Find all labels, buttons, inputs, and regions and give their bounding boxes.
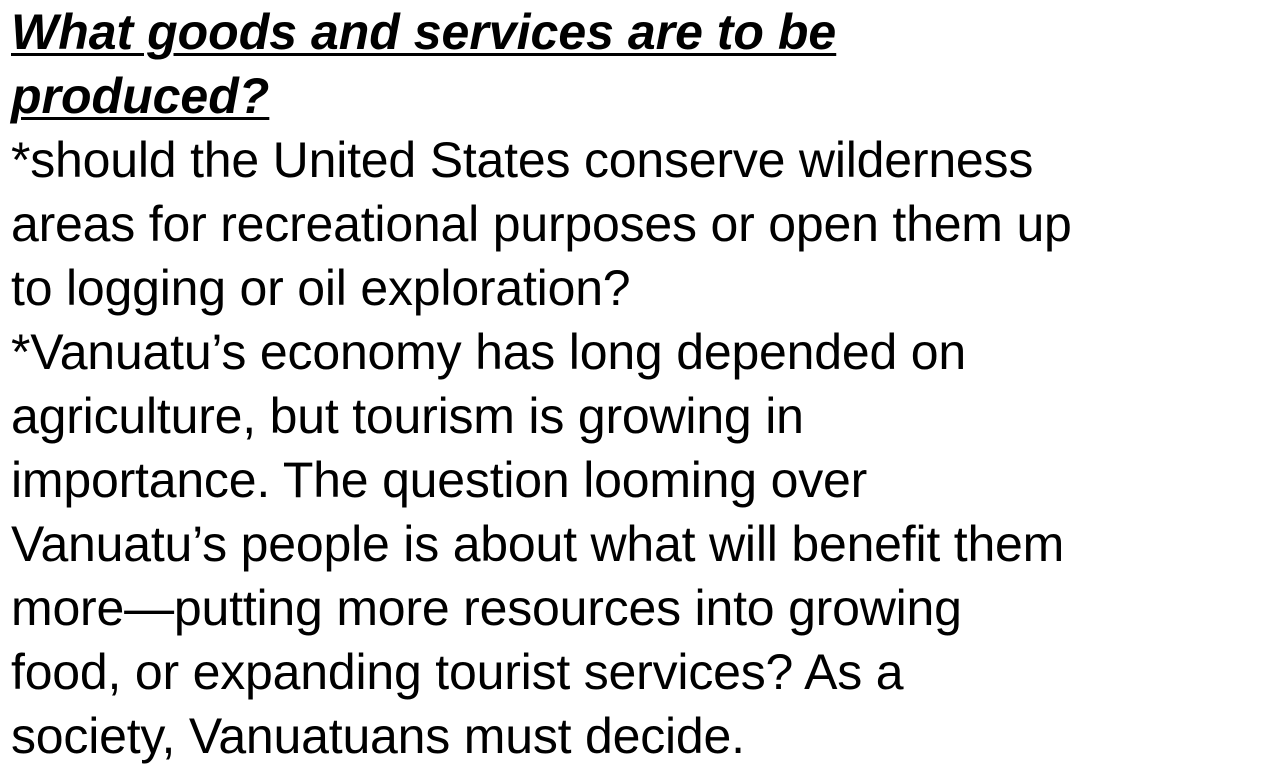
slide-heading: What goods and services are to be produced? — [11, 4, 837, 124]
paragraph-conservation-question: *should the United States conserve wilderness areas for recreational purposes or open them up to logging or oil exploration? — [11, 132, 1072, 316]
slide-content — [11, 0, 1273, 768]
paragraph-vanuatu-example: *Vanuatu’s economy has long depended on agriculture, but tourism is growing in importance. The question looming over Vanuatu’s people is about what will benefit them more—putting more resources into growing food, or expanding tourist services? As a society, Vanuatuans must decide. — [11, 324, 1065, 764]
